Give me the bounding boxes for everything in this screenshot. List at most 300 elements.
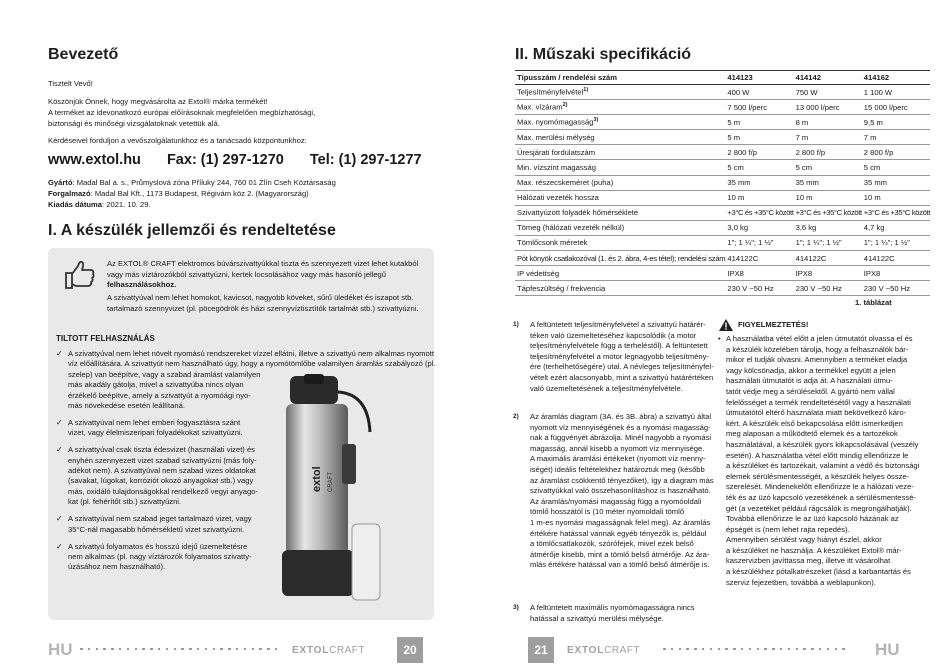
warning-line: A használatba vétel előtt a jelen útmutatót olvassa el és — [726, 334, 913, 343]
table-row — [515, 220, 930, 235]
footnote — [513, 412, 714, 571]
table-row — [515, 190, 930, 205]
table-cell-text: 10 m — [727, 193, 745, 203]
pump-image — [276, 374, 386, 606]
table-cell-text: 10 m — [863, 193, 881, 203]
prohibited-item-line: más, oxidáló tulajdonságokkal rendelkező vegyi anyago- — [68, 486, 258, 496]
footnote-line: való üzemeltetésének a teljesítményfelvétele. — [530, 383, 683, 393]
warning-row — [718, 334, 913, 345]
footnote-line: Az áramlás/nyomási magasság függ a nyomóoldali — [530, 496, 702, 506]
brand-logo-right — [567, 645, 640, 656]
usage-box — [48, 248, 434, 620]
footer-dot — [213, 648, 216, 651]
table-cell — [725, 190, 793, 205]
table-cell-text: +3°C és +35°C között — [795, 208, 862, 218]
warning-row — [718, 525, 908, 536]
table-cell-text: 7 m — [863, 132, 877, 142]
footer-dot — [835, 648, 838, 651]
website-link[interactable]: www.extol.hu — [48, 152, 141, 168]
warning-line: útmutatótól eltérő használata miatt bekövetkező káro- — [726, 408, 907, 418]
warning-row — [718, 546, 908, 557]
warning-row — [718, 366, 908, 377]
table-header-cell: 414142 — [794, 71, 862, 85]
footer-dots-left — [80, 640, 290, 646]
section1-title: I. A készülék jellemzői és rendeltetése — [48, 222, 336, 239]
footer-dot — [142, 648, 145, 651]
warning-line: mikor el tudják olvasni. Amennyiben a terméket eladja — [726, 355, 908, 365]
table-cell — [794, 205, 862, 220]
manufacturer-value: : Madal Bal a. s., Průmyslová zóna Příluky 244, 760 01 Zlín Cseh Köztársaság — [72, 178, 336, 187]
check-icon: ✓ — [56, 445, 63, 455]
prohibited-item-line: nem alkalmas (pl. nagy víztározók folyamatos szivatty- — [68, 551, 252, 561]
footnote-line: a tömlőcsatlakozók, szórófejek, mivel ezek belső — [530, 539, 694, 549]
table-cell-text: Tápfeszültség / frekvencia — [517, 283, 606, 293]
footer-dot — [702, 648, 705, 651]
issue-value: : 2021. 10. 29. — [102, 200, 151, 209]
footer-dot — [757, 648, 760, 651]
footer-dot — [166, 648, 169, 651]
table-cell — [725, 115, 793, 130]
warning-line: meg alaposan a működtető elemek és a tartozékok — [726, 429, 898, 439]
thumbs-up-icon — [62, 258, 96, 292]
table-row — [515, 175, 930, 190]
warning-line: esetén). A használatba vétel előtt mindig ellenőrizze le — [726, 450, 909, 460]
table-cell-text: 9,5 m — [863, 117, 883, 127]
footnote-number: 3) — [513, 604, 519, 611]
table-caption: 1. táblázat — [855, 298, 892, 307]
prohibited-item-line: adékot nem). A szivattyúval nem szabad vizes oldatokat — [68, 466, 256, 476]
table-cell-text: 400 W — [727, 87, 750, 97]
table-cell — [725, 281, 793, 296]
footer-dot — [811, 648, 814, 651]
warning-line: szerviz fejezetben, továbbá a weblapunkon). — [726, 577, 876, 587]
footer-dot — [275, 648, 278, 651]
footer-dot — [127, 648, 130, 651]
section2-title: II. Műszaki specifikáció — [515, 46, 692, 63]
table-cell — [725, 175, 793, 190]
table-cell-text: 230 V ~50 Hz — [795, 283, 842, 293]
warning-block — [718, 320, 920, 588]
footer-dot — [220, 648, 223, 651]
warning-line: tatót védje meg a sérülésektől. A gyártó nem vállal — [726, 386, 895, 396]
warning-line: kért. A készülék első bekapcsolása előtt ismerkedjen — [726, 418, 903, 428]
warning-row — [718, 514, 908, 525]
prohibited-item-line: enyhén szennyezett vizet szabad szivattyúzni (más foly- — [68, 455, 257, 465]
warning-line: vagy kölcsönadja, akkor a termékkel együtt a jelen — [726, 365, 896, 375]
check-icon: ✓ — [56, 541, 63, 551]
table-cell-text: Hálózati vezeték hossza — [517, 193, 599, 203]
table-cell-text: 2 800 f/p — [795, 147, 826, 157]
prohibited-item-line: szelep) van beépítve, vagy a szabad áramlást valamilyen — [68, 369, 261, 379]
language-code-right: HU — [875, 640, 900, 659]
footer-dot — [842, 648, 845, 651]
footnote-line: értékére hatással vannak egyéb tényezők is, például — [530, 528, 707, 538]
prohibited-item-line: víz előállítására. A szivattyút nem használható úgy, hogy a nyomótömlőbe valamilyen áramlás szabályozó (pl. — [68, 359, 436, 369]
footnote-line: átmérője kisebb, mint a tömlő belső átmérője. Az ára- — [530, 549, 710, 559]
table-cell — [725, 251, 793, 266]
warning-line: szerelését. Mindenekelőtt ellenőrizze le a hálózati veze- — [726, 482, 914, 492]
table-cell — [515, 251, 725, 266]
brand-sub-right: CRAFT — [604, 645, 640, 656]
table-cell-text: 15 000 l/perc — [863, 102, 908, 112]
table-cell-text: 4,7 kg — [863, 223, 885, 233]
table-row — [515, 235, 930, 250]
footer-dot — [158, 648, 161, 651]
table-cell — [862, 115, 930, 130]
table-row — [515, 266, 930, 281]
table-cell-text: Tömeg (hálózati vezeték nélkül) — [517, 223, 625, 233]
footer-dot — [718, 648, 721, 651]
distributor-value: : Madal Bal Kft., 1173 Budapest, Régivám köz 2. (Magyarország) — [90, 189, 309, 198]
table-cell — [794, 160, 862, 175]
warning-line: a készüléket és tartozékait, valamint a védő és biztonsági — [726, 461, 920, 471]
prohibited-item-line: vizet, vagy élelmiszeripari folyadékokat szivattyúzni. — [68, 428, 243, 438]
spec-table — [515, 70, 930, 296]
footer-dot — [197, 648, 200, 651]
bullet-icon: • — [718, 334, 721, 343]
table-cell — [794, 281, 862, 296]
table-cell — [862, 175, 930, 190]
footnote-line: mlás értékére hatással van a tömlő belső átmérője is. — [530, 560, 710, 570]
warning-row — [718, 387, 908, 398]
table-cell — [794, 235, 862, 250]
footnote-line: nak a függvényét ábrázolja. Minél nagyobb a nyomási — [530, 433, 712, 443]
footer-dot — [205, 648, 208, 651]
prohibited-item-line: A szivattyúval nem lehet emberi fogyasztásra szánt — [68, 417, 241, 427]
table-cell — [862, 281, 930, 296]
box-line-4: A szivattyúval nem lehet homokot, kavicsot, nagyobb köveket, sűrű üledéket és iszapot stb. — [107, 293, 414, 302]
table-cell — [515, 281, 725, 296]
table-cell-text: 3,0 kg — [727, 223, 749, 233]
table-cell — [794, 175, 862, 190]
footer-dot — [174, 648, 177, 651]
footer-dot — [111, 648, 114, 651]
footer-dot — [772, 648, 775, 651]
footer-dot — [88, 648, 91, 651]
table-cell-text: 3,6 kg — [795, 223, 817, 233]
table-cell-text: 10 m — [795, 193, 813, 203]
prohibited-item-line: A szivattyúval csak tiszta édesvizet (használati vizet) és — [68, 445, 255, 455]
table-cell-text: 1"; 1 ¼"; 1 ½" — [727, 238, 774, 248]
prohibited-item-line: úzásához nem használható). — [68, 562, 166, 572]
footnote-line: teljesítményfelvétele függ a terheléstől). A feltüntetett — [530, 341, 708, 351]
table-cell-text: Min. vízszint magasság — [517, 163, 596, 173]
warning-line: Továbbá ellenőrizze le az üzó kapcsoló házának az — [726, 514, 899, 524]
table-cell-text: 35 mm — [795, 178, 819, 188]
footnote-line: nyomott víz mennyiségének és a nyomási magasság- — [530, 422, 711, 432]
table-cell — [794, 85, 862, 100]
footer-dot — [252, 648, 255, 651]
prohibited-item-line: A szivattyúval nem szabad jeget tartalmazó vizet, vagy — [68, 514, 252, 524]
warning-row — [718, 482, 914, 493]
table-cell — [515, 205, 725, 220]
table-cell-text: 230 V ~50 Hz — [863, 283, 911, 293]
table-cell-text: 5 m — [727, 117, 741, 127]
footer-dot — [780, 648, 783, 651]
warning-row — [718, 408, 908, 419]
footer-dot — [244, 648, 247, 651]
footer-dot — [119, 648, 122, 651]
table-cell — [725, 145, 793, 160]
footer-dot — [267, 648, 270, 651]
table-cell-text: 5 m — [727, 132, 741, 142]
warning-row — [718, 535, 908, 546]
table-cell — [862, 190, 930, 205]
prohibited-item-line: kat (pl. fehérítőt stb.) szivattyúzni. — [68, 497, 182, 507]
table-cell-text: 35 mm — [863, 178, 888, 188]
footer-dot — [181, 648, 184, 651]
footer-dot — [694, 648, 697, 651]
footnote — [513, 320, 714, 394]
warning-line: ték és az üzó kapcsoló vezetékének a sérülésmentessé- — [726, 492, 916, 502]
table-cell — [862, 205, 930, 220]
prohibited-item-line: más növekedése esetén leállítaná. — [68, 401, 185, 411]
footer-dot — [741, 648, 744, 651]
table-cell — [794, 115, 862, 130]
table-cell-text: 13 000 l/perc — [795, 102, 840, 112]
footer-dots-right-2 — [663, 640, 861, 646]
footer-dot — [788, 648, 791, 651]
table-cell — [794, 190, 862, 205]
table-cell — [794, 266, 862, 281]
table-cell — [515, 220, 725, 235]
footer-dot — [679, 648, 682, 651]
prohibited-title: TILTOTT FELHASZNÁLÁS — [56, 334, 155, 343]
table-cell-text: 2 800 f/p — [727, 147, 757, 157]
table-cell — [515, 266, 725, 281]
table-cell — [515, 145, 725, 160]
table-cell-text: 414122C — [863, 253, 895, 263]
table-cell — [725, 235, 793, 250]
footer-dot — [80, 648, 83, 651]
check-icon: ✓ — [56, 417, 63, 427]
warning-row — [718, 419, 908, 430]
footnote-line: téken való üzemeltetéséhez kapcsolódik (a motor — [530, 330, 697, 340]
footnote-line: az áramlást csökkentő tényezőket), így a diagram más — [530, 475, 714, 485]
footnote-line: vételt ezért alacsonyabb, mint a szivattyú határértéken — [530, 372, 714, 382]
table-cell-text: 1"; 1 ¼"; 1 ½" — [795, 238, 842, 248]
table-cell-text: Max. részecskeméret (puha) — [517, 178, 614, 188]
footnote-line: szivattyúkkal való összehasonlításhoz is használható. — [530, 486, 711, 496]
footnote-line: 1 m-es nyomási magasságnak felel meg). Az áramlás — [530, 517, 711, 527]
intro-title: Bevezető — [48, 46, 119, 63]
brand-sub-left: CRAFT — [329, 645, 365, 656]
tel-number: Tel: (1) 297-1277 — [309, 152, 422, 168]
warning-row — [718, 492, 916, 504]
table-cell — [794, 220, 862, 235]
table-cell-text: 35 mm — [727, 178, 751, 188]
footnote-line: magasság, annál kisebb a nyomott víz mennyisége. — [530, 443, 705, 453]
table-row — [515, 130, 930, 145]
table-cell-text: 5 cm — [727, 163, 744, 173]
greeting: Tisztelt Vevő! — [48, 79, 93, 88]
table-cell — [515, 160, 725, 175]
table-cell — [515, 175, 725, 190]
page-number-right: 21 — [528, 637, 554, 663]
table-cell-text: 414122C — [727, 253, 759, 263]
warning-title: FIGYELMEZTETÉS! — [738, 320, 809, 329]
footnote-number: 2) — [513, 413, 519, 420]
footnote-line: hatással a szivattyú merülési mélysége. — [530, 613, 664, 623]
box-line-3: felhasználásokhoz. — [107, 280, 177, 289]
warning-line: kaszervizben javíttassa meg, illetve itt vásárolhat — [726, 556, 891, 566]
table-cell — [794, 251, 862, 266]
table-cell-text: IPX8 — [863, 268, 881, 278]
table-row — [515, 160, 930, 175]
right-page — [475, 0, 950, 672]
check-icon: ✓ — [56, 349, 63, 358]
warning-row — [718, 567, 911, 578]
footer-dot — [150, 648, 153, 651]
table-cell-text: 5 cm — [795, 163, 813, 173]
box-line-5: tartalmazó szennyvizet (pl. pöcegödrök és házi szennyvíztisztítók tartalmát stb.) szivattyúzni. — [107, 304, 419, 313]
prohibited-item-line: A szivattyúval nem lehet növelt nyomású rendszereket vízzel ellátni, illetve a szivattyú nem alkalmas nyomott — [68, 349, 434, 358]
table-row — [515, 281, 930, 296]
language-code-left: HU — [48, 640, 73, 659]
footnote-number: 1) — [513, 321, 519, 328]
prohibited-item-line: A szivattyú folyamatos és hosszú idejű üzemeltetésre — [68, 541, 248, 551]
table-cell-text: Max. vízáram — [517, 102, 563, 112]
table-cell-text: Teljesítményfelvétel — [517, 87, 584, 97]
footnote-marker: 1) — [583, 87, 589, 94]
table-row — [515, 100, 930, 115]
contact-line — [48, 152, 422, 168]
table-cell-text: +3°C és +35°C között — [863, 208, 930, 218]
warning-line: a készülékhez pótalkatrészeket (lásd a karbantartás és — [726, 567, 911, 577]
table-cell-text: 1 100 W — [863, 87, 893, 97]
table-cell-text: Tömlőcsonk méretek — [517, 238, 588, 248]
footer-dot — [103, 648, 106, 651]
warning-row — [718, 397, 911, 409]
footer-dot — [228, 648, 231, 651]
table-header-cell: 414123 — [725, 71, 793, 85]
tested-line-2: biztonsági és minőségi vizsgálatoknak vetettük alá. — [48, 118, 220, 128]
brand-main-left: EXTOL — [292, 645, 330, 656]
table-cell-text: 5 cm — [863, 163, 881, 173]
footer-dots-left-2 — [364, 640, 398, 646]
issue-date-line — [48, 200, 151, 210]
table-cell — [862, 85, 930, 100]
brand-main-right: EXTOL — [567, 645, 605, 656]
footer-dot — [764, 648, 767, 651]
table-cell — [862, 145, 930, 160]
table-cell — [515, 85, 725, 100]
table-cell — [725, 160, 793, 175]
manufacturer-label: Gyártó — [48, 178, 73, 187]
issue-label: Kiadás dátuma — [48, 200, 103, 209]
warning-line: használati útmutatót is adja át. A használati útmu- — [726, 376, 893, 386]
footer-dot — [710, 648, 713, 651]
footnote-line: ére (terhelhetőségére) utal. A névleges teljesítményfel- — [530, 362, 714, 372]
warning-line: használatával, a készülék gyors kikapcsolásával (veszély — [726, 439, 919, 449]
table-cell — [862, 251, 930, 266]
footer-dot — [259, 648, 262, 651]
table-cell — [862, 160, 930, 175]
footnote-marker: 2) — [562, 102, 568, 109]
table-header-cell: Típusszám / rendelési szám — [515, 71, 725, 85]
footer-dot — [803, 648, 806, 651]
tested-line-1: A terméket az idevonatkozó európai előírásoknak megfelelően megbízhatósági, — [48, 108, 316, 117]
table-row — [515, 205, 930, 220]
warning-row — [718, 439, 919, 451]
table-cell — [515, 130, 725, 145]
table-cell-text: IP védettség — [517, 268, 560, 278]
table-cell-text: 8 m — [795, 117, 809, 127]
prohibited-item-line: érzékelő beépítve, amely a szivattyút a nyomóági nyo- — [68, 390, 251, 400]
footnote-line: tömlő hosszától is (10 méter nyomoldali tömlő — [530, 507, 685, 517]
table-row — [515, 85, 930, 100]
prohibited-item-line: (savakat, lúgokat, korróziót okozó anyagokat stb.) vagy — [68, 476, 254, 486]
footnote-line: Az áramlás diagram (3A. és 3B. ábra) a szivattyú által — [530, 412, 712, 421]
warning-row — [718, 376, 908, 387]
footer-dot — [135, 648, 138, 651]
warning-row — [718, 503, 912, 515]
warning-line: a készüléket ne használja. A készüléket Extol® már- — [726, 545, 902, 555]
footnote-marker: 3) — [593, 117, 599, 124]
table-cell-text: Pót könyök csatlakozóval (1. és 2. ábra, 4-es tétel); rendelési szám — [517, 253, 726, 263]
table-cell — [725, 205, 793, 220]
table-cell — [862, 220, 930, 235]
footer-dot — [236, 648, 239, 651]
distributor-line — [48, 189, 309, 199]
table-cell — [862, 266, 930, 281]
table-cell — [862, 235, 930, 250]
distributor-label: Forgalmazó — [48, 189, 91, 198]
table-cell — [515, 115, 725, 130]
table-row — [515, 145, 930, 160]
footer-dot — [189, 648, 192, 651]
table-row — [515, 115, 930, 130]
table-cell-text: IPX8 — [795, 268, 813, 278]
footnote-line: A feltüntetett maximális nyomómagasságra nincs — [530, 603, 695, 612]
warning-row — [718, 578, 908, 589]
footer-dot — [725, 648, 728, 651]
footer-dot — [827, 648, 830, 651]
footer-dot — [671, 648, 674, 651]
table-cell — [725, 100, 793, 115]
brand-logo-left — [292, 645, 365, 656]
warning-row — [718, 355, 908, 366]
footer-dot — [733, 648, 736, 651]
fax-number: Fax: (1) 297-1270 — [166, 152, 284, 168]
table-cell — [725, 130, 793, 145]
table-cell — [794, 100, 862, 115]
footer-dot — [663, 648, 666, 651]
warning-row — [718, 472, 908, 483]
check-icon: ✓ — [56, 514, 63, 524]
warning-line: elemek sérülésmentességét, a készülék helyes össze- — [726, 471, 910, 481]
warning-row — [718, 461, 920, 472]
thanks-line: Köszönjük Önnek, hogy megvásárolta az Extol® márka termékét! — [48, 97, 268, 106]
table-cell — [862, 130, 930, 145]
footer-dot — [686, 648, 689, 651]
footnote-line: A maximális áramlási értékeket (nyomott víz menny- — [530, 454, 706, 464]
table-cell — [515, 190, 725, 205]
table-cell — [725, 220, 793, 235]
table-cell — [794, 145, 862, 160]
warning-text — [718, 334, 920, 588]
footer-dot — [796, 648, 799, 651]
warning-line: épségét is (nem lehet rajta repedés). — [726, 524, 850, 534]
footnote-line: iségét) ideális feltételekhez határoztuk meg (később — [530, 464, 705, 474]
table-cell-text: 7 m — [795, 132, 809, 142]
questions-line: Kérdéseivel forduljon a vevőszolgálatunkhoz és a tanácsadó központunkhoz: — [48, 136, 307, 145]
table-cell-text: Max. nyomómagasság — [517, 118, 594, 127]
pump-sub-text: CRAFT — [328, 472, 334, 492]
pump-brand-text: extol — [311, 466, 323, 492]
table-cell — [725, 266, 793, 281]
table-cell — [515, 100, 725, 115]
